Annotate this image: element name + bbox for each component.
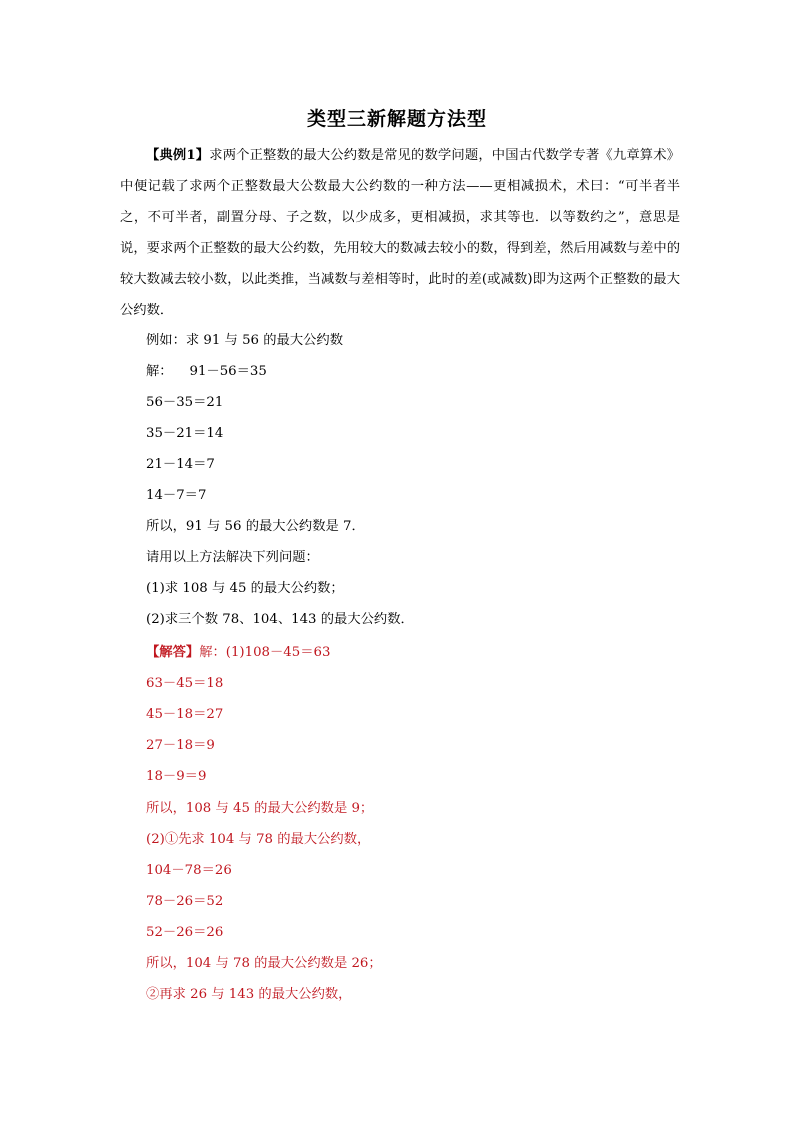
answer-line: 104－78＝26 [146,863,232,878]
example-paragraph [120,140,680,326]
worked-line: 14－7＝7 [146,488,207,503]
worked-line: 56－35＝21 [146,395,224,410]
worked-line: (2)求三个数 78、104、143 的最大公约数． [146,612,414,627]
answer-line: 所以，104 与 78 的最大公约数是 26； [146,956,382,971]
example-text: 求两个正整数的最大公约数是常见的数学问题，中国古代数学专著《九章算术》中便记载了求两个正整数最大公数最大公约数的一种方法——更相减损术，术曰：“可半者半之，不可半者，副置分母、子之数，以少成多，更相减损，求其等也．以等数约之”，意思是说，要求两个正整数的最大公约数，先用较大的数减去较小的数，得到差，然后用减数与差中的较大数减去较小数，以此类推，当减数与差相等时，此时的差(或减数)即为这两个正整数的最大公约数． [120,148,680,318]
answer-line: 所以，108 与 45 的最大公约数是 9； [146,801,374,816]
example-tag: 【典例1】 [146,148,210,163]
page-title: 类型三新解题方法型 [306,108,487,130]
answer-line: 78－26＝52 [146,894,224,909]
answer-line: (2)①先求 104 与 78 的最大公约数， [146,832,371,847]
answer-first-line [146,643,330,663]
worked-line: 35－21＝14 [146,426,224,441]
answer-line: 52－26＝26 [146,925,224,940]
worked-line: 解： 91－56＝35 [146,364,267,379]
answer-line: 18－9＝9 [146,769,207,784]
answer-line: ②再求 26 与 143 的最大公约数， [146,987,352,1002]
worked-line: 请用以上方法解决下列问题： [146,550,319,565]
answer-line: 45－18＝27 [146,707,224,722]
answer-tag: 【解答】 [146,645,200,660]
worked-line: (1)求 108 与 45 的最大公约数； [146,581,344,596]
worked-line: 所以，91 与 56 的最大公约数是 7． [146,519,365,534]
worked-line: 例如：求 91 与 56 的最大公约数 [146,333,344,348]
worked-line: 21－14＝7 [146,457,215,472]
answer-line: 63－45＝18 [146,676,224,691]
answer-line: 27－18＝9 [146,738,215,753]
answer-first-text: 解：(1)108－45＝63 [199,645,331,660]
